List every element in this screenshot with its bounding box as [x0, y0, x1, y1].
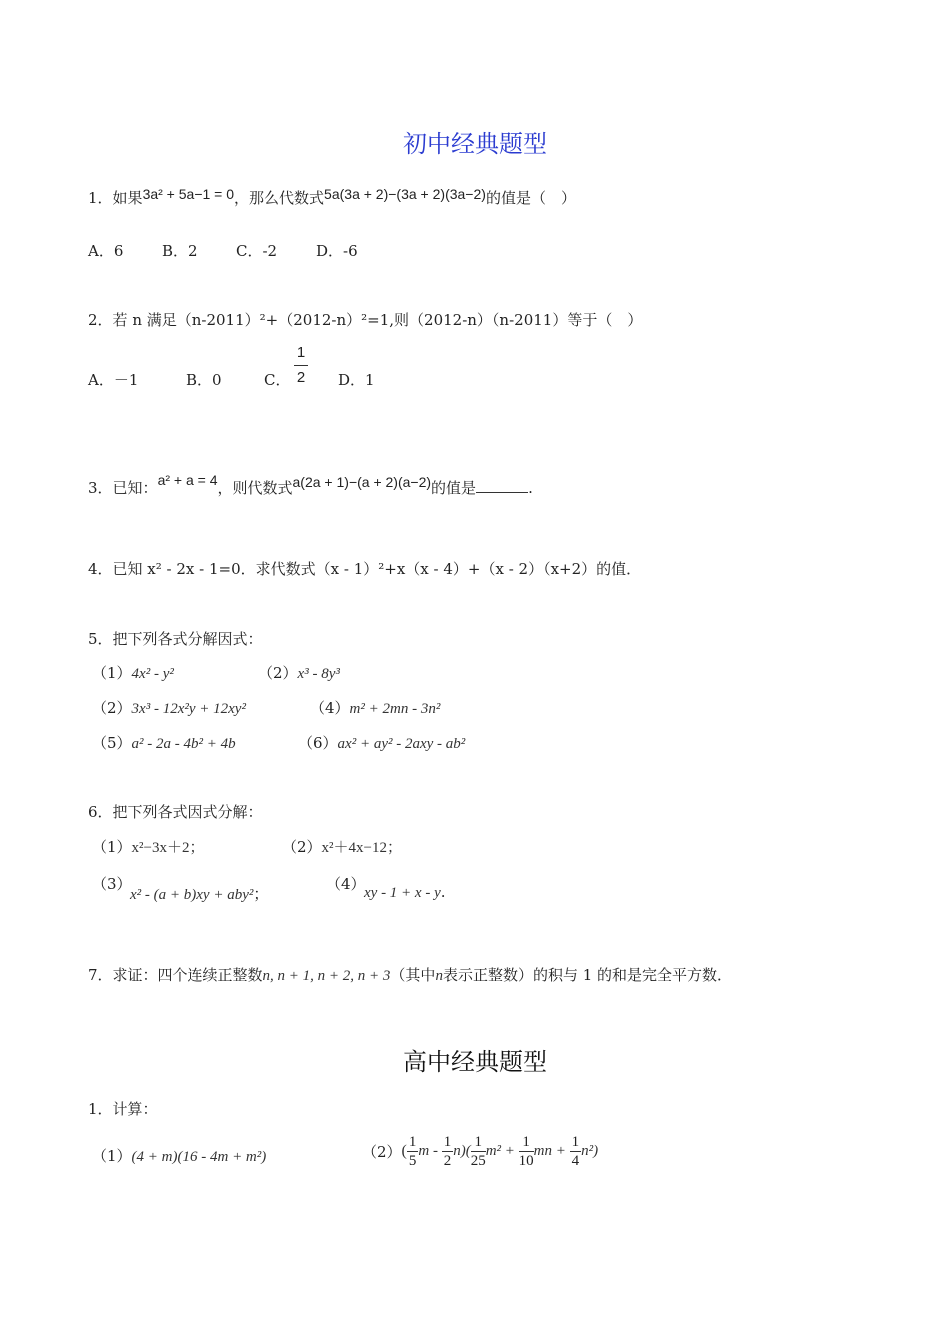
fraction-denominator: 2: [443, 1153, 452, 1169]
q5-item: [92, 662, 174, 683]
question-text: ，则代数式: [217, 479, 293, 497]
q2-option-a: A．－1: [88, 371, 139, 389]
variable: n: [435, 968, 443, 984]
fraction: [442, 1133, 454, 1170]
question-text: 的值是: [431, 479, 477, 497]
question-5-title: 5．把下列各式分解因式：: [88, 630, 263, 648]
q1-option-c: C．-2: [236, 242, 278, 260]
item-expression: xy - 1 + x - y: [364, 885, 441, 901]
senior-q1-item-1: [92, 1145, 266, 1166]
item-expression: x²＋4x−12；: [321, 840, 403, 856]
q1-option-d: D．-6: [316, 242, 358, 260]
question-text: .: [528, 479, 533, 497]
given-equation: a² + a = 4: [157, 472, 218, 488]
term: mn +: [533, 1143, 570, 1159]
question-2: [88, 309, 642, 330]
item-label: （6）: [298, 734, 338, 752]
fraction-numerator: 1: [408, 1134, 417, 1150]
q5-item: [258, 662, 340, 683]
question-text: 7．求证：四个连续正整数: [88, 966, 263, 984]
question-7: [88, 964, 732, 985]
item-label: （2）: [92, 699, 132, 717]
item-label: （1）: [92, 1147, 132, 1165]
question-text: 如果: [112, 189, 143, 207]
q2-option-c: C．: [264, 371, 291, 389]
term: n²): [581, 1143, 599, 1159]
junior-section-title: 初中经典题型: [403, 130, 547, 158]
item-end: .: [440, 883, 446, 901]
fraction-numerator: 1: [471, 1133, 486, 1152]
senior-section-title: 高中经典题型: [403, 1048, 547, 1076]
fraction-denominator: 5: [408, 1153, 417, 1169]
question-text: ，那么代数式: [234, 189, 325, 207]
item-label: （4）: [326, 875, 366, 893]
q5-item: [92, 732, 236, 753]
expression: a(2a + 1)−(a + 2)(a−2): [292, 474, 432, 490]
senior-q1-item-2: [362, 1133, 598, 1170]
question-number: 2．: [88, 311, 113, 329]
answer-blank: [476, 478, 528, 493]
q6-item: [92, 873, 132, 894]
q5-item: [310, 697, 440, 718]
fraction: [294, 343, 308, 388]
item-label: （1）: [92, 664, 132, 682]
sequence-expression: n, n + 1, n + 2, n + 3: [262, 968, 391, 984]
fraction-numerator: 1: [571, 1134, 580, 1150]
item-expression: x²−3x＋2；: [131, 840, 205, 856]
paren: (: [401, 1142, 407, 1160]
senior-question-1-title: 1．计算：: [88, 1100, 158, 1118]
question-number: 3．: [88, 479, 113, 497]
q2-option-b: B．0: [186, 371, 222, 389]
question-6-title: 6．把下列各式因式分解：: [88, 803, 263, 821]
q5-item: [298, 732, 465, 753]
term: m -: [418, 1143, 442, 1159]
q6-item: [326, 873, 366, 894]
item-label: （2）: [258, 664, 298, 682]
fraction: [471, 1133, 486, 1170]
question-1: [88, 187, 576, 208]
fraction-numerator: 1: [296, 344, 306, 361]
item-expression: (4 + m)(16 - 4m + m²): [131, 1149, 267, 1165]
q1-option-b: B．2: [162, 242, 198, 260]
q6-item-expression: [364, 883, 446, 902]
item-expression: 4x² - y²: [131, 666, 174, 682]
q1-option-a: A．6: [88, 242, 124, 260]
q6-item: [92, 836, 205, 857]
item-expression: x³ - 8y³: [297, 666, 340, 682]
fraction-numerator: 1: [443, 1134, 452, 1150]
fraction: [519, 1133, 534, 1170]
fraction-denominator: 25: [470, 1153, 486, 1169]
item-label: （3）: [92, 875, 132, 893]
question-text: 已知：: [112, 479, 158, 497]
fraction-denominator: 10: [518, 1153, 534, 1169]
item-label: （2）: [282, 838, 322, 856]
item-expression: m² + 2mn - 3n²: [349, 701, 441, 717]
q5-item: [92, 697, 246, 718]
item-label: （4）: [310, 699, 350, 717]
expression: 5a(3a + 2)−(3a + 2)(3a−2): [324, 186, 486, 202]
q2-option-d: D．1: [338, 371, 375, 389]
item-label: （1）: [92, 838, 132, 856]
question-text: 若 n 满足（n-2011）²+（2012-n）²=1,则（2012-n）（n-2011）等于（ ）: [112, 311, 643, 329]
item-expression: 3x³ - 12x²y + 12xy²: [131, 701, 246, 717]
fraction: [407, 1133, 419, 1170]
question-text: （其中: [390, 966, 436, 984]
fraction-denominator: 2: [296, 369, 306, 386]
question-3: [88, 472, 533, 498]
given-equation: 3a² + 5a−1 = 0: [142, 186, 235, 202]
item-expression: a² - 2a - 4b² + 4b: [131, 736, 236, 752]
item-expression: ax² + ay² - 2axy - ab²: [337, 736, 466, 752]
question-number: 1．: [88, 189, 113, 207]
question-text: 的值是（ ）: [485, 189, 576, 207]
question-text: 表示正整数）的积与 1 的和是完全平方数．: [442, 966, 733, 984]
item-end: ；: [253, 885, 269, 903]
item-expression: x² - (a + b)xy + aby²: [130, 887, 254, 903]
item-label: （2）: [362, 1143, 402, 1161]
item-label: （5）: [92, 734, 132, 752]
question-4: 4．已知 x² - 2x - 1=0．求代数式（x - 1）²+x（x - 4）+（x - 2）（x+2）的值．: [88, 560, 642, 578]
q6-item-expression: [130, 883, 268, 904]
term: n)(: [453, 1143, 471, 1159]
fraction-denominator: 4: [571, 1153, 580, 1169]
fraction-numerator: 1: [519, 1133, 534, 1152]
term: m² +: [485, 1143, 519, 1159]
fraction: [570, 1133, 582, 1170]
q6-item: [282, 836, 402, 857]
